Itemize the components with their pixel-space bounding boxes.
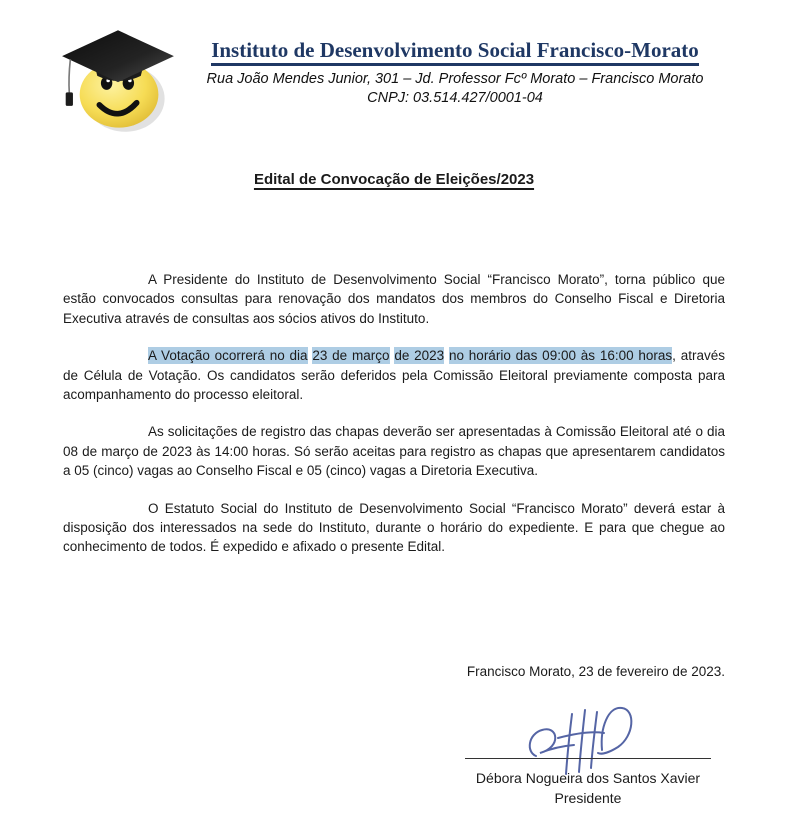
org-address: Rua João Mendes Junior, 301 – Jd. Professor Fcº Morato – Francisco Morato — [206, 71, 704, 87]
paragraph-4: O Estatuto Social do Instituto de Desenvolvimento Social “Francisco Morato” deverá estar à disposição dos interessados na sede do Instituto, durante o horário do expediente. E para que chegue ao conhecimento de todos. É expedido e afixado o presente Edital. — [63, 500, 725, 555]
graduation-cap-smiley-icon — [60, 28, 176, 132]
document-body — [63, 270, 725, 575]
highlighted-text-1: A Votação ocorrerá no dia — [148, 348, 308, 364]
highlighted-text-3: de 2023 — [394, 348, 445, 364]
paragraph-1: A Presidente do Instituto de Desenvolvimento Social “Francisco Morato”, torna público que estão convocados consultas para renovação dos mandatos dos membros do Conselho Fiscal e Diretoria Executiva através de consultas aos sócios ativos do Instituto. — [63, 272, 725, 326]
letterhead — [188, 38, 722, 108]
highlighted-text-4: no horário das 09:00 às 16:00 horas — [448, 348, 673, 364]
date-line: Francisco Morato, 23 de fevereiro de 2023. — [466, 664, 725, 679]
document-title: Edital de Convocação de Eleições/2023 — [253, 171, 535, 188]
document-title-row — [0, 171, 788, 189]
highlighted-text-2: 23 de março — [312, 348, 390, 364]
paragraph-2 — [63, 346, 725, 404]
signatory-name: Débora Nogueira dos Santos Xavier — [475, 770, 701, 786]
signature-block — [455, 700, 721, 812]
paragraph-3: As solicitações de registro das chapas deverão ser apresentadas à Comissão Eleitoral até o dia 08 de março de 2023 às 14:00 horas. Só serão aceitas para registro as chapas que apresentarem candidatos a 05 (cinco) vagas ao Conselho Fiscal e 05 (cinco) vagas a Diretoria Executiva. — [63, 424, 725, 479]
signatory-role: Presidente — [554, 790, 622, 806]
paragraph-2-rest: , através de Célula de Votação. Os candidatos serão deferidos pela Comissão Eleitoral previamente composta para acompanhamento do processo eleitoral. — [63, 348, 725, 403]
org-name: Instituto de Desenvolvimento Social Francisco-Morato — [211, 38, 699, 66]
signature-line — [465, 758, 711, 759]
org-logo — [60, 28, 176, 132]
signature-scribble — [521, 700, 653, 780]
org-cnpj: CNPJ: 03.514.427/0001-04 — [367, 90, 543, 106]
